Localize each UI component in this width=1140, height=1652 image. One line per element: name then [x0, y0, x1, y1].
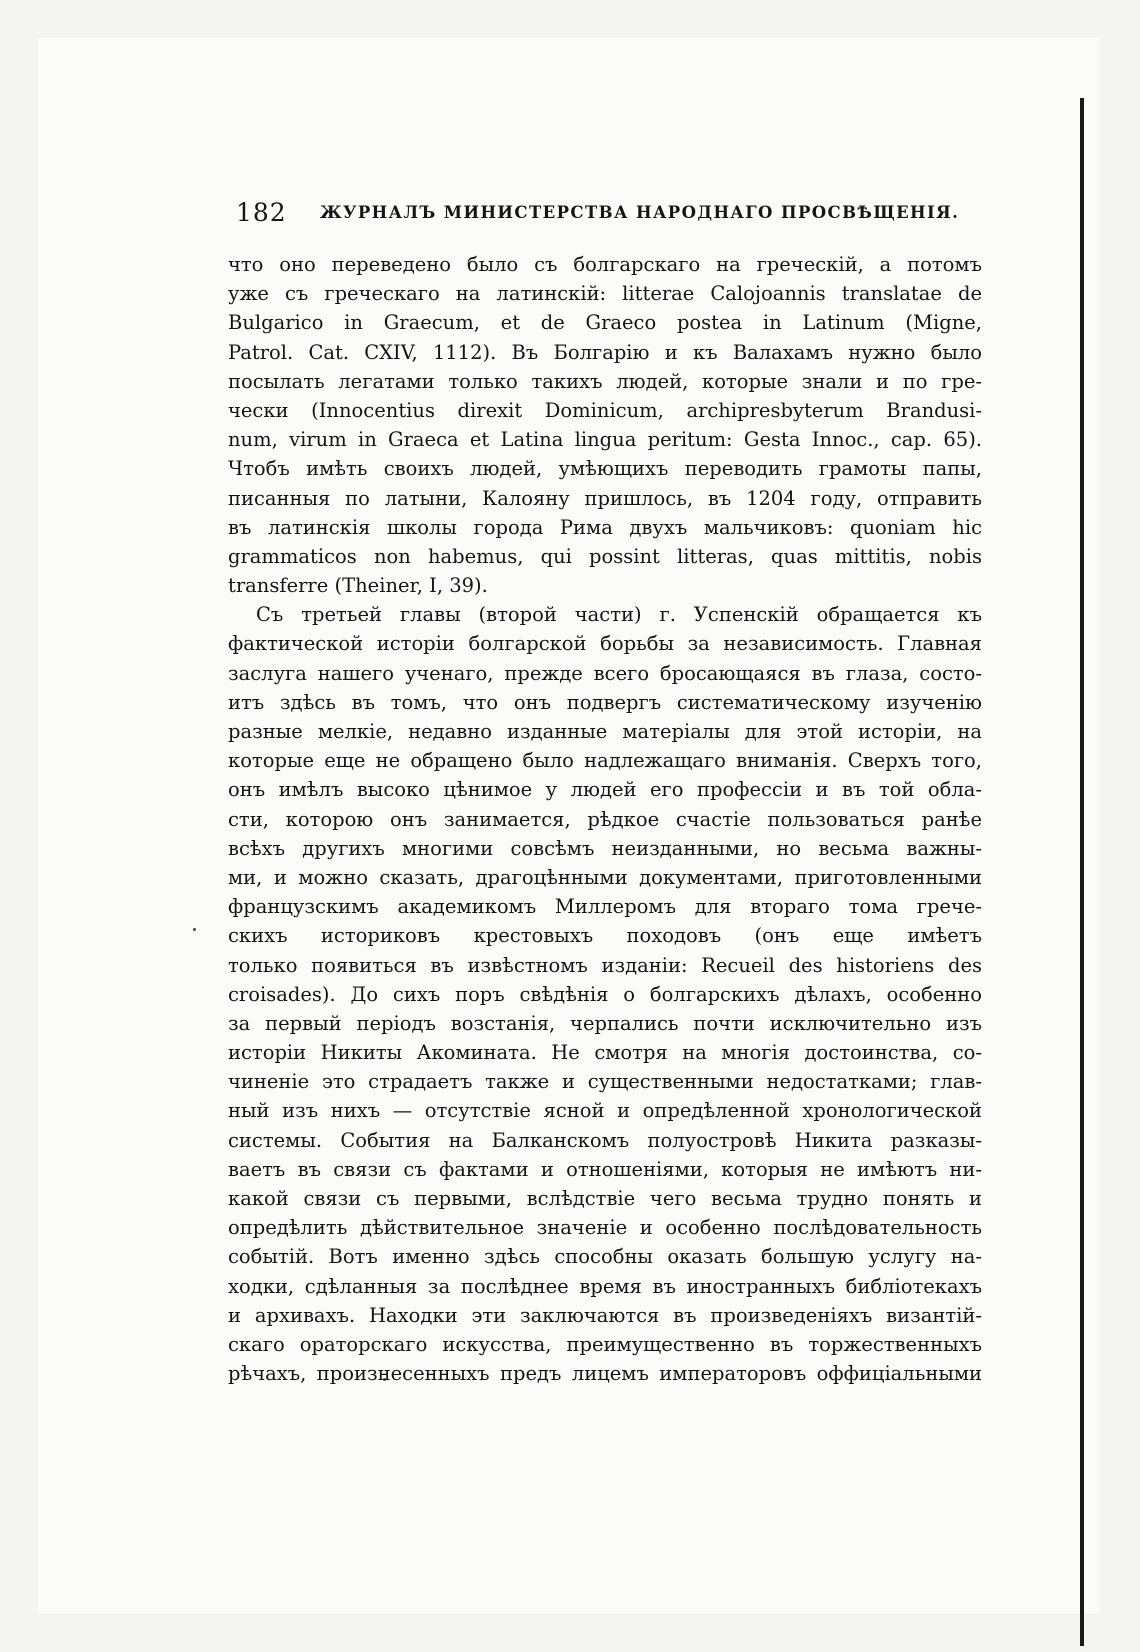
text-line: Bulgarico in Graecum, et de Graeco postea in Latinum (Migne, — [228, 311, 982, 335]
text-line: заслуга нашего ученаго, прежде всего бросающаяся въ глаза, состо- — [228, 661, 982, 685]
text-line: grammaticos non habemus, qui possint litteras, quas mittitis, nobis — [228, 544, 982, 568]
text-line: рѣчахъ, произнесенныхъ предъ лицемъ императоровъ оффиціальными — [228, 1362, 982, 1386]
text-line: transferre (Theiner, I, 39). — [228, 574, 488, 598]
page-number: 182 — [236, 198, 287, 227]
text-line: посылать легатами только такихъ людей, которые знали и по гре- — [228, 369, 982, 393]
text-line: разные мелкіе, недавно изданные матеріалы для этой исторіи, на — [228, 720, 982, 743]
text-line: событій. Вотъ именно здѣсь способны оказать большую услугу на- — [228, 1245, 982, 1269]
text-line: только появиться въ извѣстномъ изданіи: Recueil des historiens des — [228, 953, 982, 977]
text-line: фактической исторіи болгарской борьбы за независимость. Главная — [228, 632, 982, 656]
text-line: за первый періодъ возстанія, черпались почти исключительно изъ — [228, 1011, 982, 1035]
text-line: чески (Innocentius direxit Dominicum, archipresbyterum Brandusi- — [228, 398, 982, 422]
text-line: опредѣлить дѣйствительное значеніе и особенно послѣдовательность — [228, 1216, 982, 1240]
scan-speck — [193, 928, 196, 931]
paragraph-1 — [228, 250, 982, 600]
text-line: системы. События на Балканскомъ полуостровѣ Никита разказы- — [228, 1128, 982, 1152]
paragraph-2 — [228, 600, 982, 1388]
text-line: ми, и можно сказать, драгоцѣнными документами, приготовленными — [228, 865, 982, 889]
text-line: скаго ораторскаго искусства, преимущественно въ торжественныхъ — [228, 1332, 982, 1356]
text-line: Patrol. Cat. CXIV, 1112). Въ Болгарію и къ Валахамъ нужно было — [228, 340, 982, 364]
text-line: и архивахъ. Находки эти заключаются въ произведеніяхъ византій- — [228, 1303, 982, 1327]
text-line: онъ имѣлъ высоко цѣнимое у людей его профессіи и въ той обла- — [228, 778, 982, 802]
binding-edge-line — [1080, 98, 1084, 1646]
text-line: ваетъ въ связи съ фактами и отношеніями, которыя не имѣютъ ни- — [228, 1157, 982, 1181]
text-line: сти, которою онъ занимается, рѣдкое счастіе пользоваться ранѣе — [228, 807, 982, 831]
text-line: исторіи Никиты Акомината. Не смотря на многія достоинства, со- — [228, 1041, 982, 1065]
text-line: писанныя по латыни, Калояну пришлось, въ 1204 году, отправить — [228, 486, 982, 510]
running-head: ЖУРНАЛЪ МИНИСТЕРСТВА НАРОДНАГО ПРОСВѢЩЕНІЯ. — [320, 203, 960, 222]
text-line: croisades). До сихъ поръ свѣдѣнія о болгарскихъ дѣлахъ, особенно — [228, 982, 982, 1006]
text-line: уже съ греческаго на латинскій: litterae Calojoannis translatae de — [228, 282, 982, 306]
text-line: Съ третьей главы (второй части) г. Успенскій обращается къ — [256, 603, 982, 627]
text-line: ходки, сдѣланныя за послѣднее время въ иностранныхъ библіотекахъ — [228, 1274, 982, 1298]
text-line: французскимъ академикомъ Миллеромъ для втораго тома грече- — [228, 895, 982, 919]
text-line: какой связи съ первыми, вслѣдствіе чего весьма трудно понять и — [228, 1187, 982, 1210]
page-header — [236, 198, 976, 228]
text-line: которые еще не обращено было надлежащаго вниманія. Сверхъ того, — [228, 749, 982, 773]
text-line: итъ здѣсь въ томъ, что онъ подвергъ систематическому изученію — [228, 690, 982, 714]
text-line: что оно переведено было съ болгарскаго на греческій, а потомъ — [228, 253, 982, 276]
text-line: въ латинскія школы города Рима двухъ мальчиковъ: quoniam hic — [228, 515, 982, 539]
text-line: Чтобъ имѣть своихъ людей, умѣющихъ переводить грамоты папы, — [228, 457, 982, 481]
text-line: скихъ историковъ крестовыхъ походовъ (онъ еще имѣетъ — [228, 924, 982, 948]
text-line: всѣхъ другихъ многими совсѣмъ неизданными, но весьма важны- — [228, 836, 982, 860]
text-line: чиненіе это страдаетъ также и существенными недостатками; глав- — [228, 1070, 982, 1094]
text-line: ный изъ нихъ — отсутствіе ясной и опредѣленной хронологической — [228, 1099, 982, 1123]
text-line: num, virum in Graeca et Latina lingua peritum: Gesta Innoc., cap. 65). — [228, 428, 982, 452]
body-text — [228, 250, 982, 1388]
